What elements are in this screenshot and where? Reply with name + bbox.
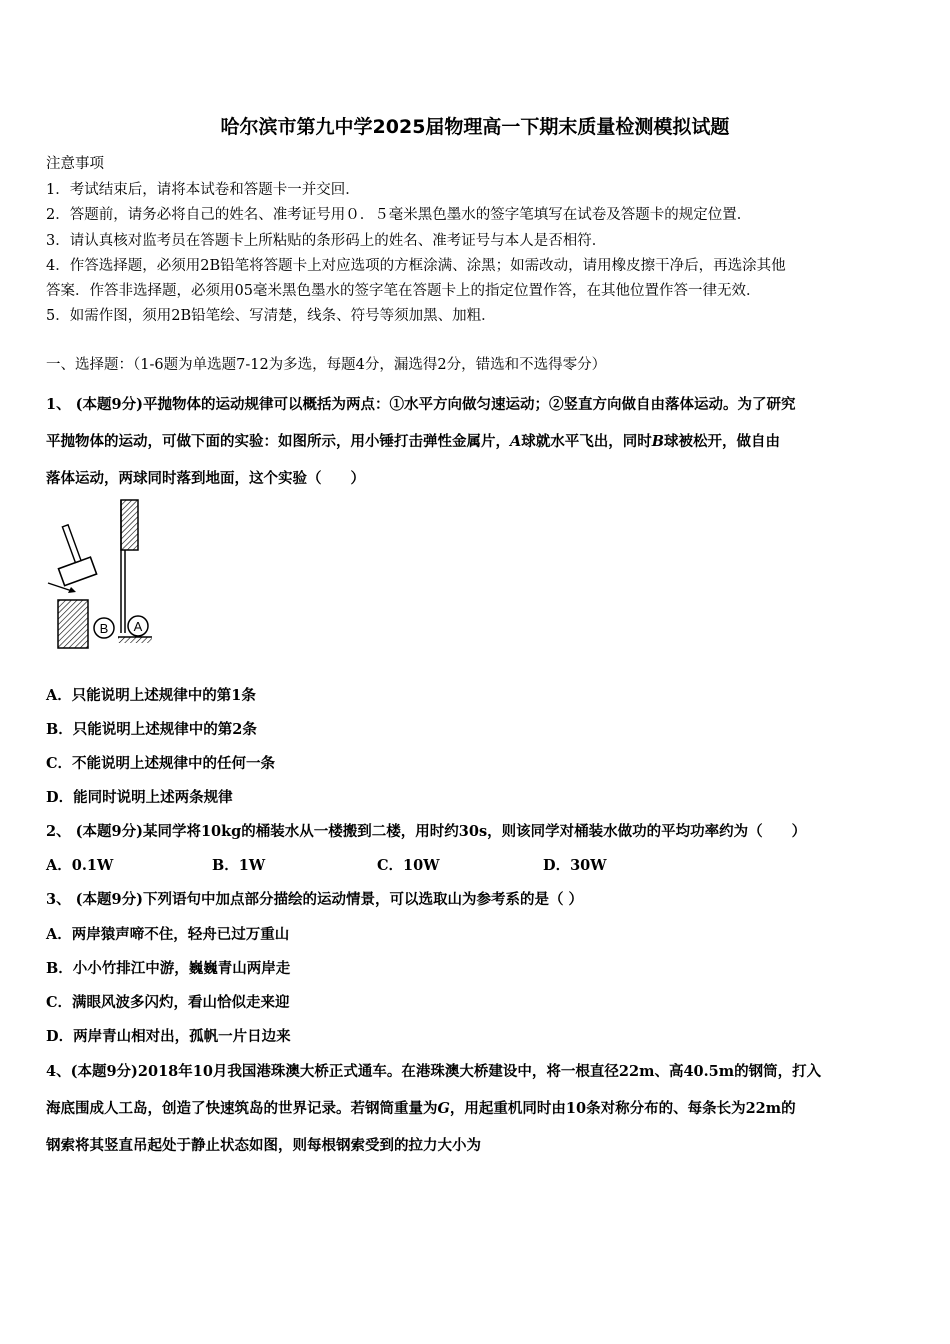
ground-hatch <box>118 637 152 643</box>
q3-option-a: A．两岸猿声啼不住，轻舟已过万重山 <box>46 926 290 943</box>
q1-option-c: C．不能说明上述规律中的任何一条 <box>46 755 276 772</box>
q4-stem-line2 <box>46 1097 796 1118</box>
q1-stem-line3: 落体运动，两球同时落到地面，这个实验（ ） <box>46 470 365 487</box>
notice-heading: 注意事项 <box>46 156 104 172</box>
notice-item: 4．作答选择题，必须用2B铅笔将答题卡上对应选项的方框涂满、涂黑；如需改动，请用橡皮擦干净后，再选涂其他 <box>46 258 786 274</box>
hammer-icon <box>46 521 97 585</box>
q1-text: 平抛物体的运动，可做下面的实验：如图所示，用小锤打击弹性金属片， <box>46 433 510 450</box>
base-block <box>58 600 88 648</box>
q1-text: 球被松开，做自由 <box>664 433 781 450</box>
q1-option-b: B．只能说明上述规律中的第2条 <box>46 721 257 738</box>
section-heading: 一、选择题：（1-6题为单选题7-12为多选，每题4分，漏选得2分，错选和不选得零分） <box>46 357 607 373</box>
q2-stem: 2、 (本题9分)某同学将10kg的桶装水从一楼搬到二楼，用时约30s，则该同学对桶装水做功的平均功率约为（ ） <box>46 823 807 840</box>
q3-option-d: D．两岸青山相对出，孤帆一片日边来 <box>46 1028 291 1045</box>
q1-stem-line2 <box>46 430 780 451</box>
post-cap <box>121 500 138 550</box>
q1-text: 球就水平飞出，同时 <box>521 433 652 450</box>
notice-item: 1．考试结束后，请将本试卷和答题卡一并交回． <box>46 182 360 198</box>
experiment-figure <box>46 495 158 650</box>
notice-item: 5．如需作图，须用2B铅笔绘、写清楚，线条、符号等须加黑、加粗． <box>46 308 496 324</box>
q2-option-b: B．1W <box>212 857 266 874</box>
q3-stem: 3、 (本题9分)下列语句中加点部分描绘的运动情景，可以选取山为参考系的是（ ） <box>46 891 583 908</box>
ball-b-label: B <box>99 621 109 636</box>
q4-stem-line1: 4、(本题9分)2018年10月我国港珠澳大桥正式通车。在港珠澳大桥建设中，将一根直径22m、高40.5m的钢筒，打入 <box>46 1063 822 1080</box>
page-title: 哈尔滨市第九中学2025届物理高一下期末质量检测模拟试题 <box>220 116 730 138</box>
q4-text: 海底围成人工岛，创造了快速筑岛的世界记录。若钢筒重量为 <box>46 1100 438 1117</box>
notice-item: 3．请认真核对监考员在答题卡上所粘贴的条形码上的姓名、准考证号与本人是否相符． <box>46 233 607 249</box>
var-a: A <box>510 433 522 450</box>
q2-option-c: C．10W <box>377 857 440 874</box>
q1-stem-line1: 1、 (本题9分)平抛物体的运动规律可以概括为两点：①水平方向做匀速运动；②竖直方向做自由落体运动。为了研究 <box>46 396 796 413</box>
notice-item: 答案．作答非选择题，必须用05毫米黑色墨水的签字笔在答题卡上的指定位置作答，在其他位置作答一律无效． <box>46 283 761 299</box>
q4-text: ，用起重机同时由10条对称分布的、每条长为22m的 <box>449 1100 796 1117</box>
var-g: G <box>437 1100 450 1117</box>
ball-a-label: A <box>133 619 143 634</box>
notice-item: 2．答题前，请务必将自己的姓名、准考证号用０．５毫米黑色墨水的签字笔填写在试卷及答题卡的规定位置． <box>46 207 752 223</box>
q4-stem-line3: 钢索将其竖直吊起处于静止状态如图，则每根钢索受到的拉力大小为 <box>46 1137 481 1154</box>
q1-option-a: A．只能说明上述规律中的第1条 <box>46 687 256 704</box>
q2-option-a: A．0.1W <box>46 857 114 874</box>
q3-option-b: B．小小竹排江中游，巍巍青山两岸走 <box>46 960 291 977</box>
q2-option-d: D．30W <box>543 857 607 874</box>
q3-option-c: C．满眼风波多闪灼，看山恰似走来迎 <box>46 994 290 1011</box>
var-b: B <box>651 433 665 450</box>
q1-option-d: D．能同时说明上述两条规律 <box>46 789 233 806</box>
